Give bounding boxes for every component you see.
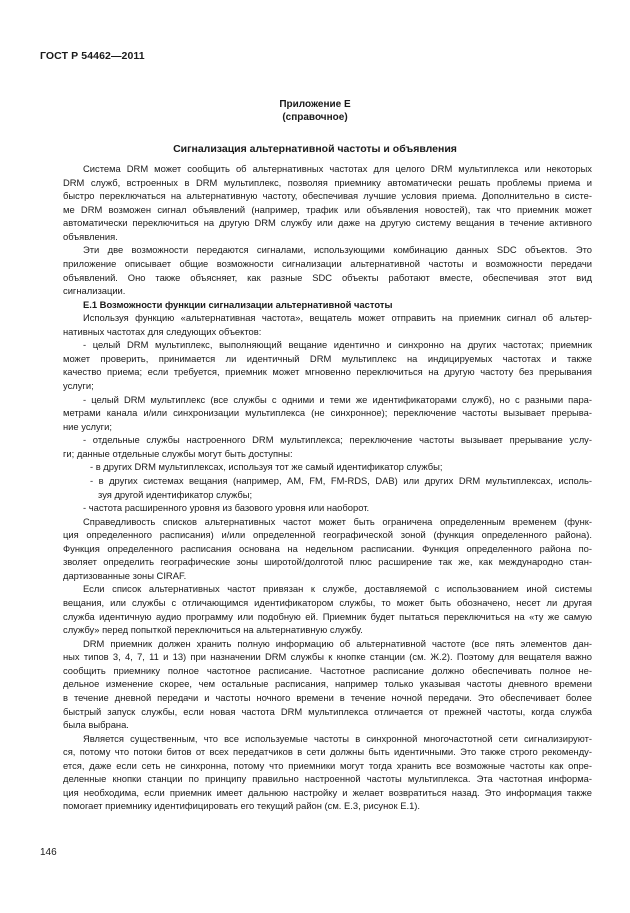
text-line: Используя функцию «альтернативная частота», вещатель может отправить на приемник сигнал об альтер- — [83, 312, 592, 324]
text-line: качество приема; если требуется, приемник может мгновенно переключиться на другую частоту без прерывания — [63, 366, 592, 378]
list-item: - целый DRM мультиплекс (все службы с одними и теми же идентификаторами служб), но с разными пара- — [83, 393, 592, 405]
text-line: DRM служб, встроенных в DRM мультиплекс, позволяя приемнику автоматически решать проблемы приема и — [63, 176, 592, 188]
text-line: служба идентичную аудио программу или подобную ей. Приемник будет пытаться переключиться на «ту же самую — [63, 610, 592, 622]
text-line: в течение дневной передачи и частоты ночного времени в течение ночной передачи. Это обеспечивает более — [63, 691, 592, 703]
text-line: дартизованные зоны CIRAF. — [63, 569, 187, 581]
text-line: DRM приемник должен хранить полную информацию об альтернативной частоте (все пять элементов дан- — [83, 637, 592, 649]
text-line: деленные кнопки станции по принципу правильно настроенной частоты мультиплекса. Эта частотная информа- — [63, 773, 592, 785]
text-line: Справедливость списков альтернативных частот может быть ограничена определенным временем (функ- — [83, 515, 592, 527]
text-line: может проверить, принимается ли идентичный DRM мультиплекс на индицируемых частотах и также — [63, 352, 592, 364]
text-line: Эти две возможности передаются сигналами, использующими комбинацию данных SDC объектов. Это — [83, 244, 592, 256]
text-line: ме DRM возможен сигнал объявлений (например, трафик или объявления новостей), так что приемник может — [63, 203, 592, 215]
text-line: ется, даже если сеть не синхронна, потому что приемники могут тогда хранить все возможные частоты как опре- — [63, 759, 592, 771]
text-line: быстро переключаться на альтернативную частоту, обеспечивая лучшие условия приема. Дополнительно в систе- — [63, 190, 592, 202]
text-line: вещания, или службы с отличающимся идентификатором службы, то может быть обозначено, несет ли другая — [63, 597, 592, 608]
section-title: Сигнализация альтернативной частоты и объявления — [173, 143, 457, 155]
text-line: ся, потому что потоки битов от всех передатчиков в сети должны быть идентичными. Это также строго рекоменду- — [63, 746, 592, 758]
list-item: - целый DRM мультиплекс, выполняющий вещание идентично и синхронно на других частотах; приемник — [83, 339, 592, 351]
subsection-heading: Е.1 Возможности функции сигнализации альтернативной частоты — [83, 298, 393, 310]
annex-heading — [0, 98, 630, 124]
text-line: сигнализации. — [63, 285, 126, 297]
text-line: зволяет определить географические зоны широтой/долготой плюс расширение так же, как международно стан- — [63, 556, 592, 568]
document-body — [63, 162, 592, 813]
list-item: - отдельные службы настроенного DRM мультиплекса; переключение частоты вызывает прерывание услу- — [83, 434, 592, 446]
sub-list-item: - в других системах вещания (например, AM, FM, FM-RDS, DAB) или других DRM мультиплексах, исполь- — [90, 474, 592, 486]
text-line: объявления. — [63, 230, 118, 242]
list-item: - частота расширенного уровня из базового уровня или наоборот. — [83, 502, 370, 514]
text-line: зуя другой идентификатор службы; — [98, 488, 253, 500]
text-line: была выбрана. — [63, 719, 129, 731]
text-line: объявлений. Оно также объясняет, как разные SDC объекты работают вместе, обеспечивая этот вид — [63, 271, 592, 283]
text-line: службу» перед попыткой переключиться на альтернативную службу. — [63, 624, 363, 636]
text-line: автоматически переключиться на другую DRM службу или даже на другую систему вещания в течение активного — [63, 217, 592, 229]
text-line: ция определенного расписания) и/или определенной географической зоной (функция определенного района). — [63, 529, 592, 541]
text-line: ция необходима, если приемник имеет дальнюю настройку и желает возвратиться назад. Это информация также — [63, 786, 592, 798]
page-number: 146 — [40, 847, 57, 858]
sub-list-item: - в других DRM мультиплексах, используя тот же самый идентификатор службы; — [90, 461, 443, 473]
text-line: Функция определенного расписания основана на недельном расписании. Функция определенного района по- — [63, 542, 592, 554]
text-line: услуги; — [63, 380, 94, 391]
text-line: быстрый запуск службы, если новая частота DRM мультиплекса отличается от прежней частоты, когда служба — [63, 705, 592, 717]
text-line: нативных частотах для следующих объектов: — [63, 325, 262, 337]
text-line: приложение описывает общие возможности сигнализации альтернативной частоты и возможности передачи — [63, 257, 592, 269]
text-line: помогает приемнику идентифицировать его текущий район (см. Е.3, рисунок Е.1). — [63, 800, 421, 812]
text-line: ных типов 3, 4, 7, 11 и 13) при назначении DRM службы к кнопке станции (см. Ж.2). Поэтому для вещателя важно — [63, 651, 592, 663]
text-line: дельное изменение скорее, чем остальные расписания, например только указывая частоты дневного времени — [63, 678, 592, 690]
text-line: сообщить приемнику полное частотное расписание. Частотное расписание должно обеспечивать полное не- — [63, 664, 592, 676]
annex-subtitle: (справочное) — [282, 112, 348, 123]
text-line: ги; данные отдельные службы могут быть доступны: — [63, 447, 293, 459]
text-line: ние услуги; — [63, 420, 112, 432]
text-line: метрами канала и/или синхронизации мультиплекса (не синхронное); переключение частоты вызывает прерыва- — [63, 407, 592, 419]
text-line: Является существенным, что все используемые частоты в синхронной многочастотной сети сигнализируют- — [83, 732, 592, 744]
document-standard-header: ГОСТ Р 54462—2011 — [40, 50, 145, 62]
annex-title: Приложение Е — [279, 99, 351, 110]
text-line: Если список альтернативных частот привязан к службе, доставляемой с использованием иной системы — [83, 583, 592, 595]
text-line: Система DRM может сообщить об альтернативных частотах для целого DRM мультиплекса или некоторых — [83, 163, 592, 174]
